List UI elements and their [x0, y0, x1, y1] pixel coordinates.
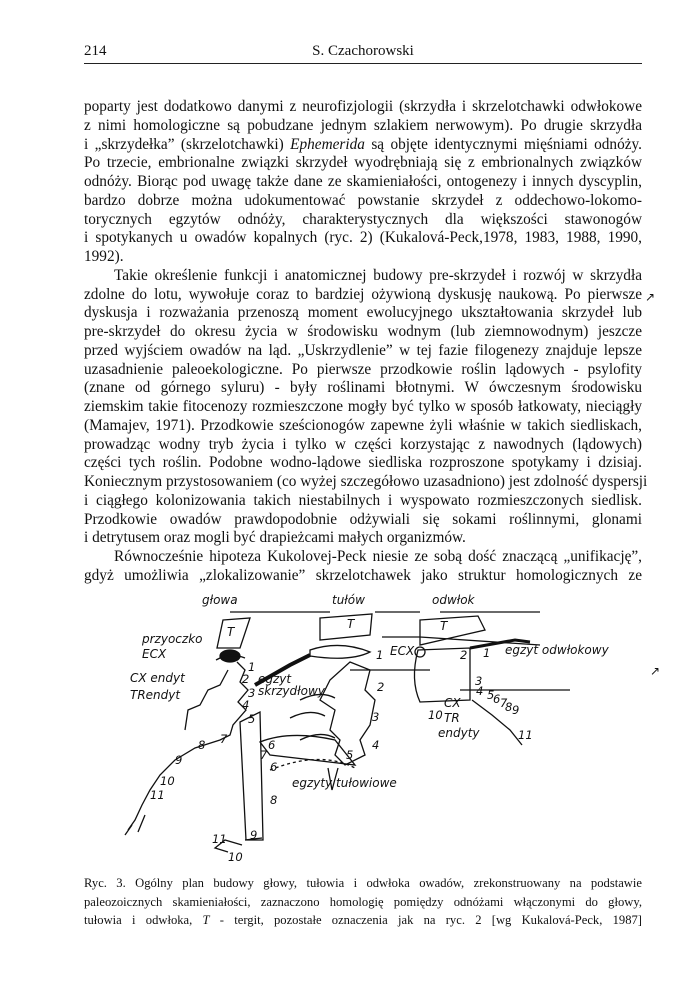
segment-number: 6 — [270, 760, 278, 774]
segment-number: 6 — [268, 738, 276, 752]
text-line: Takie określenie funkcji i anatomicznej budowy pre-skrzydeł i rozwój w skrzydła — [114, 266, 642, 284]
text-line: gdyż umożliwia „zlokalizowanie” skrzelotchawek jako struktur homologicznych ze — [84, 566, 642, 584]
label-tergite-thorax: T — [347, 617, 355, 631]
segment-number: 10 — [228, 850, 243, 864]
text-span: są objęte identycznymi mięśniami odnóży. — [364, 135, 642, 153]
text-span: - tergit, pozostałe oznaczenia jak na ryc. 2 [wg Kukalová-Peck, 1987] — [209, 913, 643, 927]
segment-number: 11 — [150, 788, 165, 802]
segment-number: 10 — [160, 774, 175, 788]
label-abdominal-exite: egzyt odwłokowy — [505, 643, 609, 657]
segment-number: 5 — [248, 712, 256, 726]
segment-number: 7 — [260, 748, 268, 762]
text-line: i detrytusem oraz mogli być drapieżcami małych organizmów. — [84, 529, 466, 547]
text-line: przed wyjściem owadów na ląd. „Uskrzydlenie” w tej fazie filogenezy znajduje lepsze — [84, 341, 642, 359]
text-span: i „skrzydełka” (skrzelotchawki) — [84, 135, 291, 153]
figure-caption — [84, 874, 642, 930]
text-line: ziemskim takie fitocenozy rozmieszczone mogły być tylko w sposób łatkowaty, nieciągły — [84, 398, 642, 415]
label-tergite-abdomen: T — [440, 619, 448, 633]
segment-number: 5 — [487, 688, 495, 702]
text-line — [84, 136, 642, 155]
segment-number: 9 — [175, 753, 183, 767]
text-line: torycznych egzytów odnóży, charakterystycznych dla większości stawonogów — [84, 210, 642, 228]
margin-mark-icon: ↗ — [650, 664, 661, 678]
caption-line: paleozoicznych skamieniałości, zaznaczono homologię pomiędzy odnóżami włączonymi do głowy, — [84, 894, 642, 909]
segment-number: 6 — [493, 692, 501, 706]
margin-mark-icon: ↗ — [645, 290, 656, 304]
text-line: i spotykanych u owadów kopalnych (ryc. 2) (Kukalová-Peck,1978, 1983, 1988, 1990, — [84, 229, 642, 247]
caption-line: Ryc. 3. Ogólny plan budowy głowy, tułowia i odwłoka owadów, zrekonstruowany na podstawie — [84, 876, 642, 890]
running-author: S. Czachorowski — [312, 43, 414, 59]
label-tergite-head: T — [227, 625, 235, 639]
segment-number: 3 — [372, 710, 380, 724]
label-thorax: tułów — [332, 593, 365, 607]
segment-number: 9 — [250, 828, 258, 842]
label-cx-endite: CX endyt — [130, 671, 185, 685]
segment-number: 4 — [242, 698, 250, 712]
segment-number: 8 — [270, 793, 278, 807]
body-text — [84, 98, 648, 586]
caption-line — [84, 911, 642, 930]
text-line: pre-skrzydeł do okresu życia w środowisku wodnym (lub ziemnowodnym) jeszcze — [84, 323, 642, 340]
text-line: Przodkowie owadów prawdopodobnie odżywiali się sokami roślinnymi, glonami — [84, 510, 642, 528]
label-ocellus: przyoczko — [142, 632, 203, 646]
text-line: Koniecznym przystosowaniem (co wyżej szczegółowo uzasadniono) jest zdolność dyspersji — [84, 473, 648, 490]
segment-number: 1 — [248, 660, 256, 674]
segment-number: 2 — [242, 672, 250, 686]
text-line: dyskusja i rozważania przenoszą moment ewolucyjnego ukształtowania skrzydeł lub — [84, 304, 642, 322]
segment-number: 5 — [346, 748, 354, 762]
text-line: bardzo dobrze można udokumentować powstanie skrzydeł z oddechowo-lokomo- — [84, 191, 642, 209]
segment-number: 2 — [460, 648, 468, 662]
italic-term: Ephemerida — [290, 135, 365, 153]
label-abdomen: odwłok — [432, 593, 475, 607]
label-tr: TR — [444, 711, 460, 725]
segment-number: 4 — [476, 684, 484, 698]
text-line: części tych roślin. Podobne wodno-lądowe siedliska rozproszone spotykamy i dzisiaj. — [84, 454, 642, 472]
text-line: poparty jest dodatkowo danymi z neurofizjologii (skrzydła i skrzelotchawki odwłokowe — [84, 98, 642, 115]
label-head: głowa — [202, 593, 238, 607]
label-ecx-head: ECX — [142, 647, 167, 661]
text-line: Równocześnie hipoteza Kukolovej-Peck niesie ze sobą dość znaczącą „unifikację”, — [114, 548, 642, 565]
text-line: (Mamajev, 1971). Przodkowie sześcionogów zapewne żyli właśnie w takich siedliskach, — [84, 416, 642, 434]
text-line: z nimi homologiczne są pobudzane jednym szlakiem nerwowym). Po drugie skrzydła — [84, 116, 642, 134]
label-cx: CX — [444, 696, 461, 710]
segment-number: 10 — [428, 708, 443, 722]
running-header — [84, 43, 642, 64]
label-tr-endite: TRendyt — [130, 688, 181, 702]
text-line: uzasadnienie paleoekologiczne. Po pierwsze przodkowie roślin lądowych - psylofity — [84, 360, 642, 378]
page-number: 214 — [84, 43, 107, 59]
text-line: zdolne do lotu, wywołuje coraz to bardziej ożywioną dyskusję naukową. Po pierwsze — [84, 285, 642, 303]
segment-number: 11 — [518, 728, 533, 742]
segment-number: 7 — [500, 696, 508, 710]
text-line: (znane od górnego syluru) - były roślinami błotnymi. W ówczesnym środowisku — [84, 379, 642, 397]
segment-number: 8 — [198, 738, 206, 752]
segment-number: 3 — [475, 674, 483, 688]
text-line: 1992). — [84, 248, 124, 265]
text-span: tułowia i odwłoka, — [84, 913, 203, 927]
label-wing-exite: egzyt skrzydłowy — [258, 672, 325, 698]
segment-number: 1 — [483, 646, 491, 660]
text-line: i ciągłego kolonizowania takich niestabilnych i wyspowato rozmieszczonych siedlisk. — [84, 491, 642, 509]
segment-number: 8 — [505, 700, 513, 714]
label-endites: endyty — [438, 726, 480, 740]
label-thoracic-exites: egzyty tułowiowe — [292, 776, 397, 790]
text-line: odnóży. Biorąc pod uwagę także dane ze skamieniałości, ontogenezy i innych dyscyplin, — [84, 173, 642, 190]
segment-number: 1 — [376, 648, 384, 662]
segment-number: 3 — [248, 686, 256, 700]
segment-number: 9 — [512, 703, 520, 717]
label-ecx-abdomen: ECX — [390, 644, 415, 658]
text-line: prowadząc wodny tryb życia i tylko w części korzystając z nawodnych (lądowych) — [84, 435, 642, 453]
figure-3 — [120, 590, 660, 870]
segment-number: 7 — [220, 732, 228, 746]
text-span: T — [202, 913, 210, 927]
text-line: Po trzecie, embrionalne związki skrzydeł wyodrębniają się z embrionalnych związków — [84, 154, 642, 172]
segment-number: 2 — [377, 680, 385, 694]
segment-number: 11 — [212, 832, 227, 846]
segment-number: 4 — [372, 738, 380, 752]
